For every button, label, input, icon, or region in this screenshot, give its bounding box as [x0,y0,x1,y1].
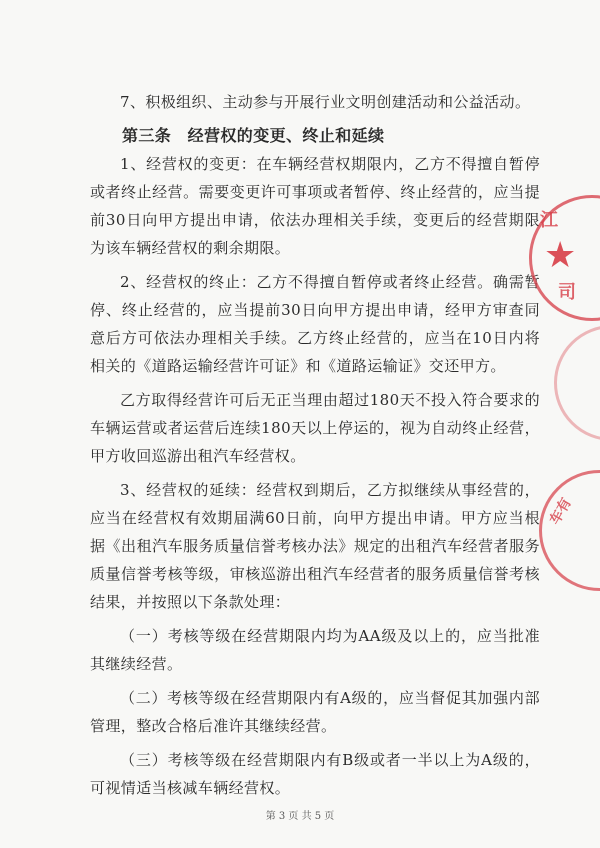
paragraph-auto-termination: 乙方取得经营许可后无正当理由超过180天不投入符合要求的车辆运营或者运营后连续180天以上停运的，视为自动终止经营，甲方收回巡游出租汽车经营权。 [90,391,540,465]
clause-two: （二）考核等级在经营期限内有A级的，应当督促其加强内部管理，整改合格后准许其继续经营。 [90,689,540,735]
paragraph-termination: 2、经营权的终止：乙方不得擅自暂停或者终止经营。确需暂停、终止经营的，应当提前30日向甲方提出申请，经甲方审查同意后方可依法办理相关手续。乙方终止经营的，应当在10日内将相关的《道路运输经营许可证》和《道路运输证》交还甲方。 [90,273,540,375]
star-icon: ★ [544,235,577,276]
section-heading: 第三条 经营权的变更、终止和延续 [122,126,385,145]
paragraph-item-7: 7、积极组织、主动参与开展行业文明创建活动和公益活动。 [120,93,531,111]
paragraph-change: 1、经营权的变更：在车辆经营权期限内，乙方不得擅自暂停或者终止经营。需要变更许可事项或者暂停、终止经营的，应当提前30日向甲方提出申请，依法办理相关手续，变更后的经营期限为该车辆经营权的剩余期限。 [90,155,540,257]
seal-text-mid: 司 [558,282,576,303]
page-number-footer: 第 3 页 共 5 页 [265,811,335,822]
official-seal-faded [554,325,600,441]
official-seal-bottom [539,470,600,591]
seal-text-top: 江 [540,210,558,231]
clause-three: （三）考核等级在经营期限内有B级或者一半以上为A级的，可视情适当核减车辆经营权。 [90,751,540,797]
paragraph-renewal: 3、经营权的延续：经营权到期后，乙方拟继续从事经营的，应当在经营权有效期届满60日前，向甲方提出申请。甲方应当根据《出租汽车服务质量信誉考核办法》规定的出租汽车经营者服务质量信誉考核等级，审核巡游出租汽车经营者的服务质量信誉考核结果，并按照以下条款处理： [90,481,540,611]
document-body [90,88,540,802]
seal-text-bottom: 车有 [546,495,575,528]
clause-one: （一）考核等级在经营期限内均为AA级及以上的，应当批准其继续经营。 [90,627,540,673]
